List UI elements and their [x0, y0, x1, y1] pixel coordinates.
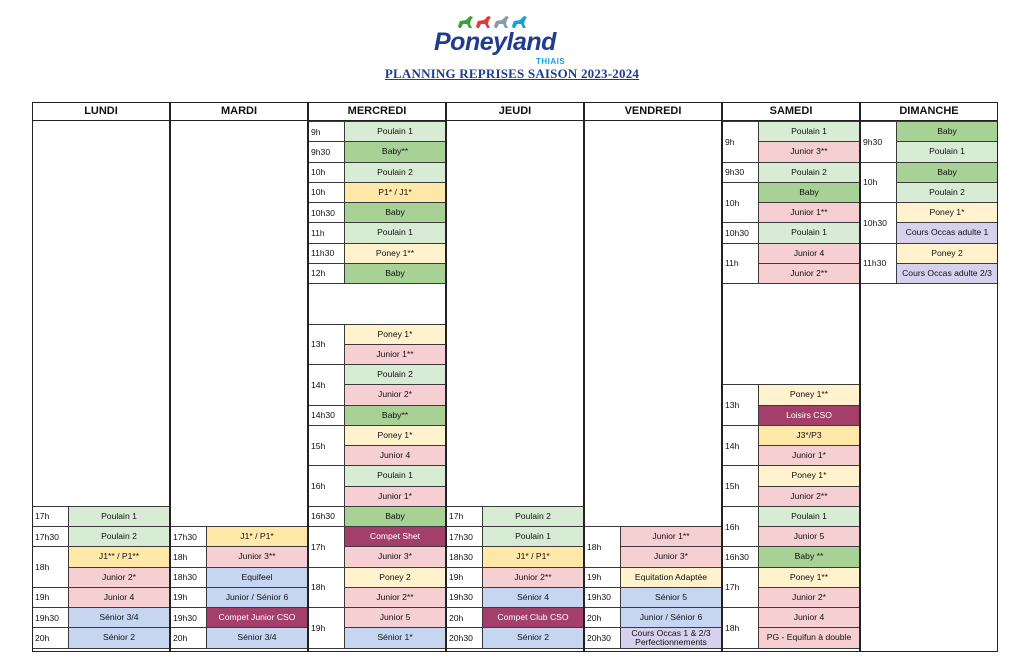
time-label: 19h30 [35, 612, 59, 623]
course-label: Junior 4 [103, 591, 135, 602]
course-label: Cours Occas adulte 1 [905, 227, 989, 238]
course-label: Baby [385, 267, 405, 278]
time-label: 10h [311, 167, 326, 178]
time-label: 11h [311, 227, 325, 238]
course-label: Cours Occas 1 & 2/3 Perfectionnements [631, 627, 711, 647]
time-label: 19h [311, 622, 326, 633]
course-label: Baby [937, 126, 957, 137]
day-column-vendredi [584, 102, 722, 652]
time-label: 9h [725, 136, 735, 147]
time-label: 15h [311, 440, 326, 451]
day-header: DIMANCHE [860, 102, 998, 121]
course-label: Junior 2** [790, 490, 828, 501]
course-label: J3*/P3 [796, 429, 822, 440]
course-label: Baby [937, 166, 957, 177]
course-label: Sénior 2 [516, 632, 549, 643]
time-label: 20h [587, 612, 602, 623]
day-header: SAMEDI [722, 102, 860, 121]
course-label: Junior 4 [793, 612, 825, 623]
course-label: Baby [799, 186, 819, 197]
course-label: Poney 1* [377, 429, 413, 440]
page-title: PLANNING REPRISES SAISON 2023-2024 [384, 66, 640, 81]
course-label: Poulain 1 [929, 146, 965, 157]
course-label: Poulain 2 [929, 186, 965, 197]
course-label: J1** / P1** [98, 551, 140, 562]
course-label: Junior 3** [790, 146, 828, 157]
time-label: 10h30 [725, 227, 749, 238]
time-label: 17h [35, 511, 50, 522]
course-label: Poulain 2 [377, 369, 413, 380]
poneyland-logo [434, 14, 594, 66]
course-label: Compet Shet [369, 531, 421, 542]
course-label: Poulain 1 [791, 227, 827, 238]
course-label: Junior 2* [792, 591, 826, 602]
course-label: Junior 2** [376, 591, 414, 602]
course-label: Poulain 2 [515, 510, 551, 521]
course-label: Poney 1** [375, 247, 415, 258]
course-label: Compet Club CSO [497, 612, 569, 623]
day-frame [446, 102, 584, 652]
time-label: 17h30 [173, 531, 197, 542]
course-label: Sénior 4 [516, 591, 549, 602]
time-label: 18h [587, 541, 602, 552]
course-label: Sénior 3/4 [237, 632, 277, 643]
course-label: Poulain 1 [377, 470, 413, 481]
weekly-schedule [32, 102, 1002, 652]
course-label: Baby [385, 510, 405, 521]
time-label: 20h30 [449, 632, 473, 643]
course-label: Junior 1* [792, 450, 826, 461]
time-label: 12h [311, 268, 326, 279]
course-label: Poney 1** [789, 389, 829, 400]
course-label: Baby ** [794, 551, 824, 562]
course-label: Junior / Sénior 6 [639, 612, 703, 623]
course-label: Junior / Sénior 6 [225, 591, 289, 602]
time-label: 14h [311, 379, 326, 390]
course-label: P1* / J1* [378, 186, 412, 197]
course-label: Poulain 1 [377, 227, 413, 238]
time-label: 19h [587, 572, 602, 583]
course-label: Cours Occas adulte 2/3 [902, 267, 992, 278]
time-label: 10h30 [863, 217, 887, 228]
day-header: MERCREDI [308, 102, 446, 121]
course-label: PG - Equifun à double [766, 632, 852, 643]
time-label: 19h [449, 572, 464, 583]
course-label: Junior 1** [376, 348, 414, 359]
time-label: 16h30 [725, 551, 749, 562]
course-label: Poulain 2 [101, 531, 137, 542]
time-label: 19h [35, 592, 50, 603]
course-label: Equifeel [241, 571, 273, 582]
course-label: Compet Junior CSO [218, 612, 296, 623]
course-label: J1* / P1* [240, 531, 274, 542]
course-label: Baby [385, 207, 405, 218]
day-frame [32, 102, 170, 652]
time-label: 16h [725, 521, 740, 532]
course-label: Junior 2* [102, 571, 136, 582]
day-frame [170, 102, 308, 652]
day-header: LUNDI [32, 102, 170, 121]
time-label: 10h [725, 197, 740, 208]
course-label: Poulain 1 [101, 510, 137, 521]
horse-silhouette [494, 16, 509, 28]
course-label: Poulain 1 [791, 510, 827, 521]
day-column-mercredi [308, 102, 446, 652]
day-frame [584, 102, 722, 652]
day-column-lundi [32, 102, 170, 652]
course-label: Sénior 1* [377, 632, 413, 643]
time-label: 20h30 [587, 632, 611, 643]
time-label: 17h [311, 541, 326, 552]
day-header: JEUDI [446, 102, 584, 121]
course-label: Baby** [381, 146, 409, 157]
time-label: 18h30 [173, 572, 197, 583]
course-label: Junior 3* [654, 551, 688, 562]
time-label: 13h [311, 339, 326, 350]
course-label: Poulain 1 [791, 126, 827, 137]
course-label: Equitation Adaptée [634, 571, 708, 582]
time-label: 18h [725, 622, 740, 633]
course-label: Junior 1** [790, 207, 828, 218]
course-label: Junior 2** [790, 267, 828, 278]
time-label: 18h30 [449, 551, 473, 562]
time-label: 16h [311, 481, 326, 491]
brand-location: THIAIS [536, 57, 566, 66]
time-label: 10h30 [311, 207, 335, 218]
day-column-dimanche [860, 102, 998, 652]
time-label: 20h [35, 632, 50, 643]
day-header: VENDREDI [584, 102, 722, 121]
time-label: 10h [863, 177, 878, 188]
course-label: Loisirs CSO [786, 409, 832, 420]
time-label: 11h30 [311, 248, 335, 259]
time-label: 11h [725, 258, 739, 269]
course-label: Junior 3* [378, 551, 412, 562]
time-label: 14h [725, 440, 740, 451]
time-label: 13h [725, 400, 740, 410]
time-label: 16h30 [311, 511, 335, 522]
day-frame [722, 102, 860, 652]
course-label: Poney 1* [929, 207, 965, 218]
time-label: 9h30 [311, 146, 331, 157]
course-label: Junior 4 [379, 450, 411, 461]
course-label: Sénior 2 [102, 632, 135, 643]
course-label: Poney 2 [379, 571, 411, 582]
course-label: Junior 4 [793, 247, 825, 258]
time-label: 9h30 [725, 167, 745, 178]
time-label: 17h30 [35, 531, 59, 542]
horse-silhouette [458, 16, 473, 28]
course-label: J1* / P1* [516, 551, 550, 562]
horse-silhouette [476, 16, 491, 28]
time-label: 11h30 [863, 258, 887, 269]
course-label: Poulain 1 [515, 531, 551, 542]
brand-name: Poneyland [434, 28, 556, 56]
course-label: Sénior 3/4 [99, 612, 139, 623]
time-label: 17h [449, 511, 464, 522]
horse-silhouette [512, 16, 527, 28]
time-label: 18h [173, 551, 188, 562]
course-label: Poulain 2 [791, 166, 827, 177]
time-label: 19h30 [587, 592, 611, 603]
day-frame [308, 102, 446, 652]
time-label: 9h30 [863, 136, 883, 147]
course-label: Poulain 2 [377, 166, 413, 177]
time-label: 19h30 [173, 612, 197, 623]
time-label: 20h [449, 612, 464, 623]
day-column-jeudi [446, 102, 584, 652]
day-column-samedi [722, 102, 860, 652]
day-column-mardi [170, 102, 308, 652]
time-label: 17h [725, 582, 740, 593]
day-header: MARDI [170, 102, 308, 121]
course-label: Junior 3** [238, 551, 276, 562]
course-label: Poney 2 [931, 247, 963, 258]
time-label: 14h30 [311, 410, 335, 421]
time-label: 19h30 [449, 592, 473, 603]
course-label: Poney 1* [377, 328, 413, 339]
time-label: 18h [35, 562, 50, 572]
time-label: 15h [725, 481, 740, 491]
time-label: 18h [311, 582, 326, 593]
course-label: Junior 5 [379, 612, 411, 623]
time-label: 19h [173, 592, 188, 603]
course-label: Junior 1* [378, 490, 412, 501]
page-header [0, 0, 1024, 96]
course-label: Poney 1** [789, 571, 829, 582]
time-label: 10h [311, 187, 326, 198]
course-label: Junior 5 [793, 531, 825, 542]
course-label: Poulain 1 [377, 126, 413, 137]
day-frame [860, 102, 998, 652]
course-label: Junior 1** [652, 531, 690, 542]
course-label: Baby** [381, 409, 409, 420]
course-label: Junior 2* [378, 389, 412, 400]
time-label: 20h [173, 632, 188, 643]
course-label: Sénior 5 [654, 591, 687, 602]
course-label: Poney 1* [791, 470, 827, 481]
time-label: 9h [311, 126, 321, 137]
course-label: Junior 2** [514, 571, 552, 582]
time-label: 17h30 [449, 531, 473, 542]
